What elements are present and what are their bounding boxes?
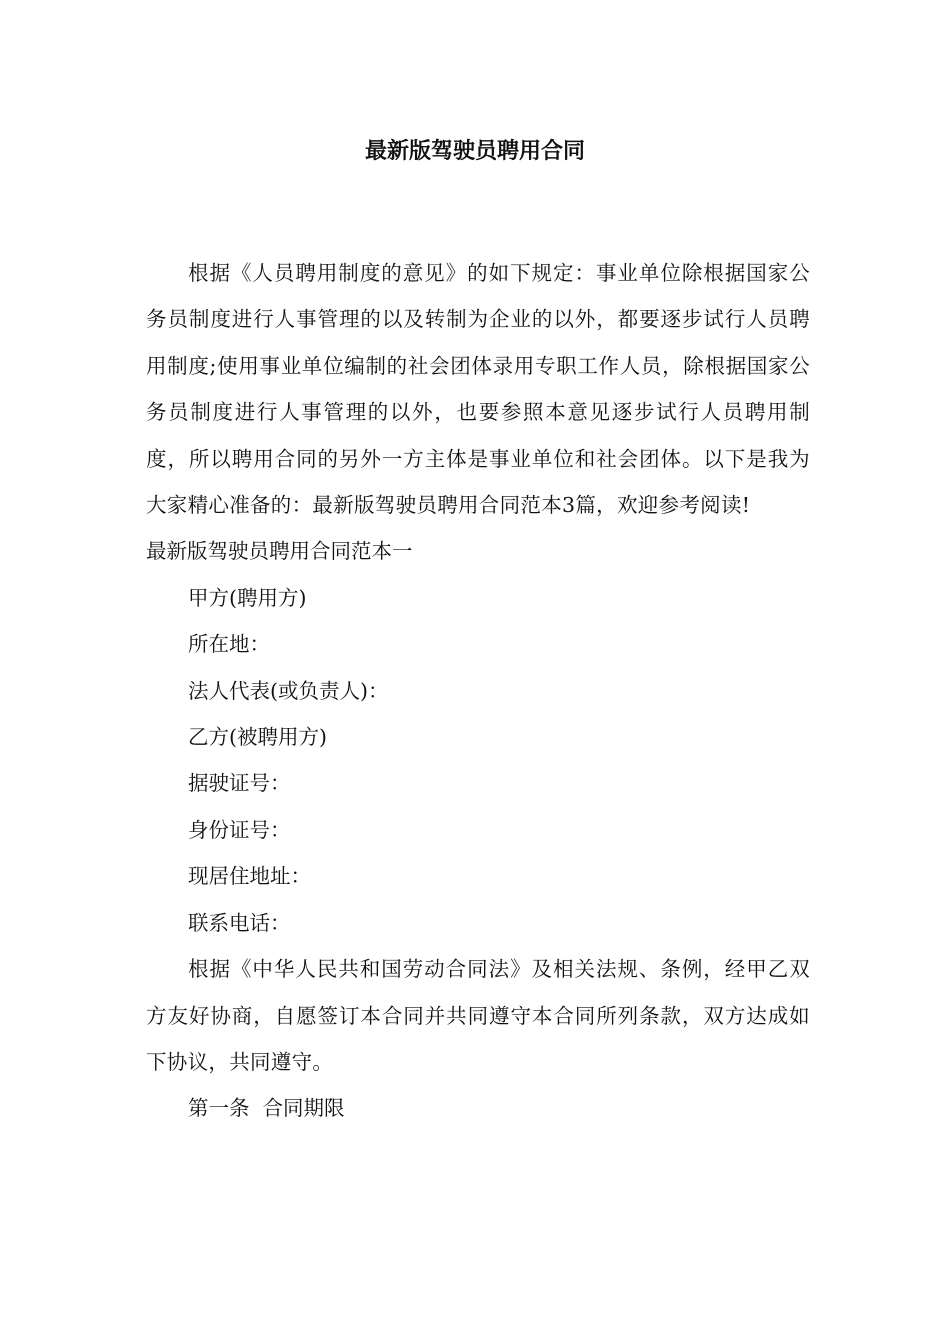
intro-paragraph: 根据《人员聘用制度的意见》的如下规定：事业单位除根据国家公务员制度进行人事管理的以及转制为企业的以外，都要逐步试行人员聘用制度;使用事业单位编制的社会团体录用专职工作人员，除根据国家公务员制度进行人事管理的以外，也要参照本意见逐步试行人员聘用制度，所以聘用合同的另外一方主体是事业单位和社会团体。以下是我为大家精心准备的：最新版驾驶员聘用合同范本3篇，欢迎参考阅读! [146,261,810,518]
field-phone: 联系电话： [188,910,291,935]
field-id-number: 身份证号： [188,817,291,842]
section-heading: 最新版驾驶员聘用合同范本一 [146,539,413,564]
field-location: 所在地： [188,632,270,657]
field-legal-representative: 法人代表(或负责人)： [188,678,389,703]
field-party-b: 乙方(被聘用方) [188,725,327,750]
document-body [146,250,810,1132]
field-license-number: 据驶证号： [188,771,291,796]
agreement-paragraph: 根据《中华人民共和国劳动合同法》及相关法规、条例，经甲乙双方友好协商，自愿签订本合同并共同遵守本合同所列条款，双方达成如下协议，共同遵守。 [146,957,810,1074]
field-party-a: 甲方(聘用方) [188,585,307,610]
document-title: 最新版驾驶员聘用合同 [364,139,585,164]
article-1-heading: 第一条 合同期限 [188,1096,345,1121]
field-address: 现居住地址： [188,864,311,889]
